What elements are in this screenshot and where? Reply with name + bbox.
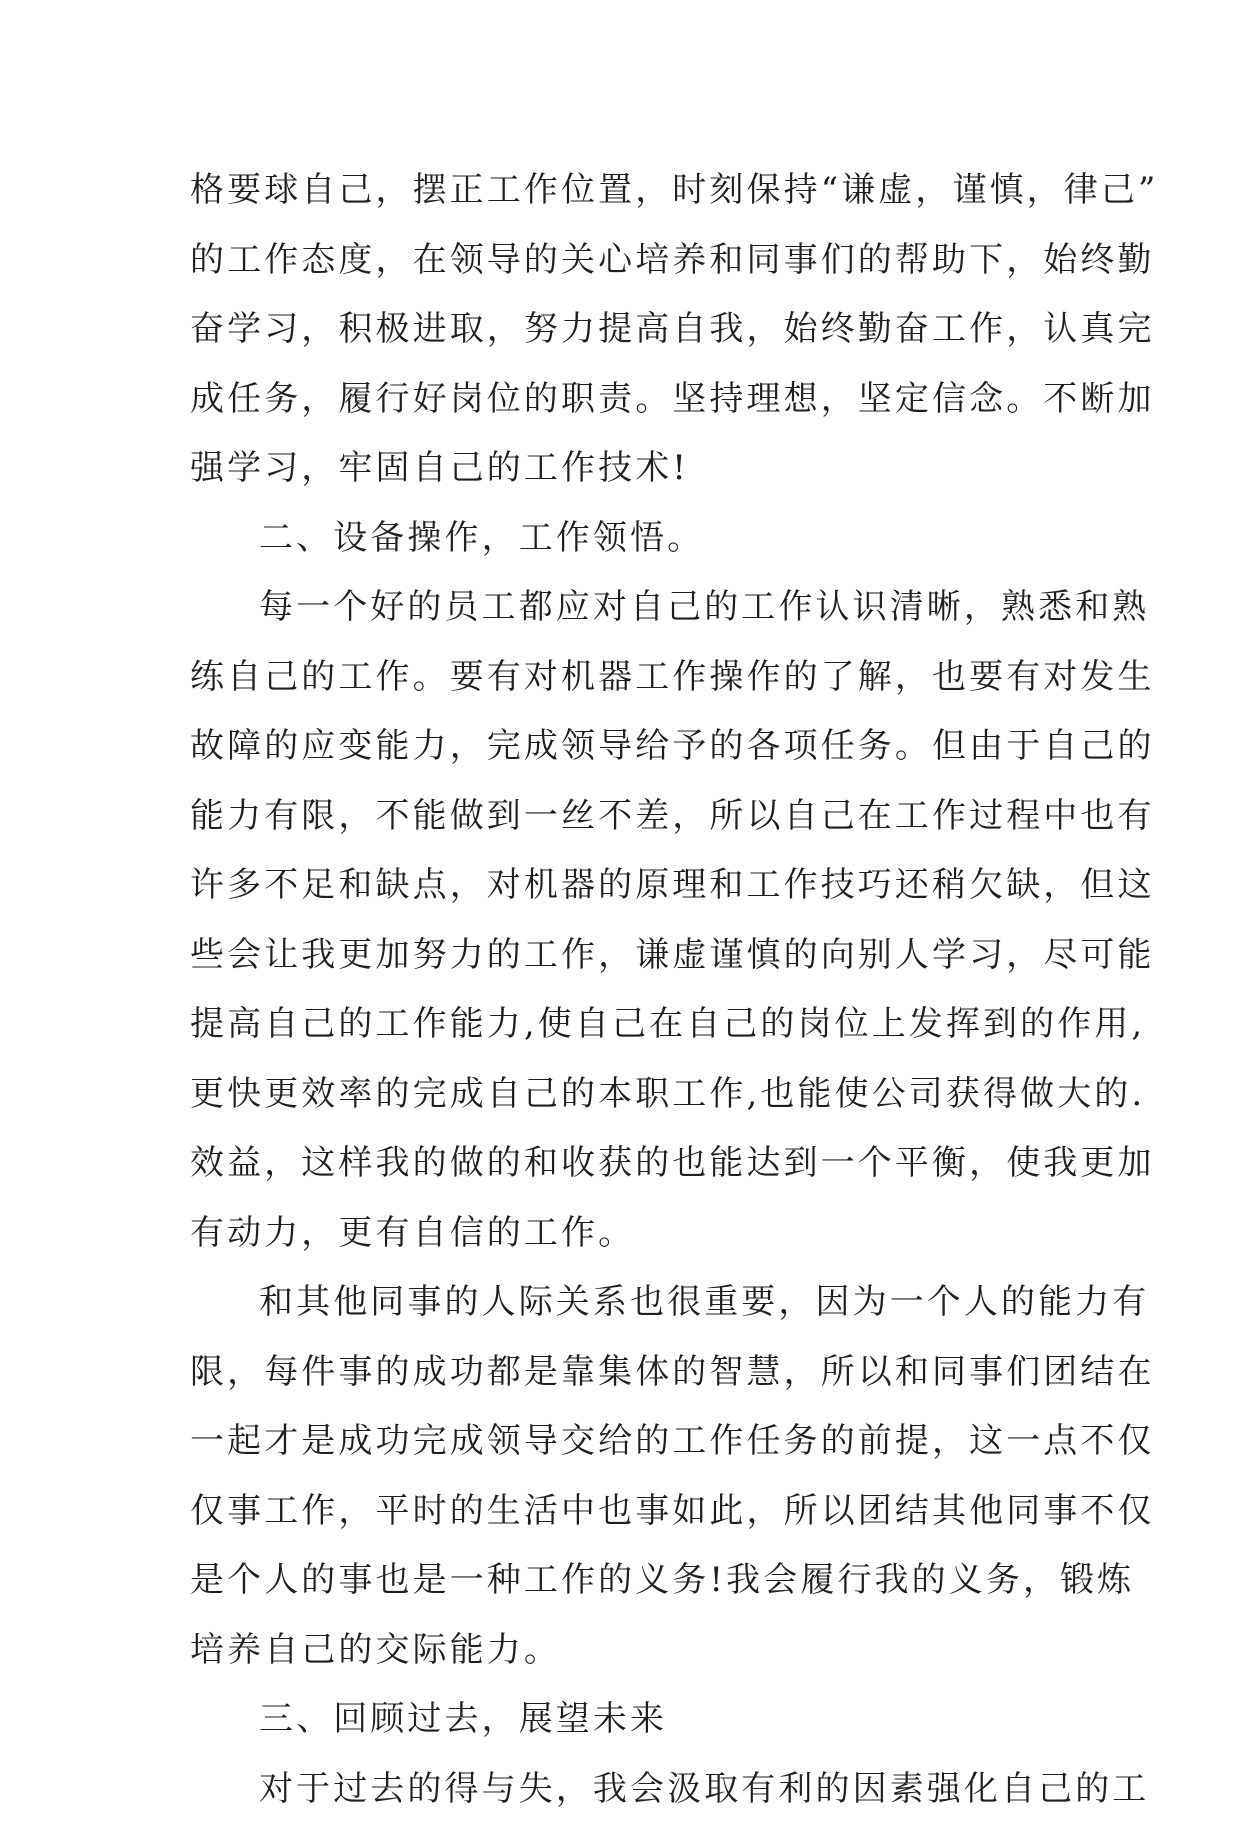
text-line: 是个人的事也是一种工作的义务!我会履行我的义务，锻炼 xyxy=(190,1546,1060,1616)
text-line: 强学习，牢固自己的工作技术! xyxy=(190,434,1060,504)
text-line: 的工作态度，在领导的关心培养和同事们的帮助下，始终勤 xyxy=(190,226,1060,296)
text-line: 提高自己的工作能力,使自己在自己的岗位上发挥到的作用, xyxy=(190,990,1060,1060)
text-line: 能力有限，不能做到一丝不差，所以自己在工作过程中也有 xyxy=(190,782,1060,852)
section-heading: 二、设备操作，工作领悟。 xyxy=(190,504,1060,574)
paragraph-first-line: 对于过去的得与失，我会汲取有利的因素强化自己的工 xyxy=(190,1755,1060,1824)
text-line: 仅事工作，平时的生活中也事如此，所以团结其他同事不仅 xyxy=(190,1477,1060,1547)
text-line: 效益，这样我的做的和收获的也能达到一个平衡，使我更加 xyxy=(190,1129,1060,1199)
text-line: 有动力，更有自信的工作。 xyxy=(190,1199,1060,1269)
text-line: 些会让我更加努力的工作，谦虚谨慎的向别人学习，尽可能 xyxy=(190,921,1060,991)
text-line: 故障的应变能力，完成领导给予的各项任务。但由于自己的 xyxy=(190,712,1060,782)
text-line: 格要球自己，摆正工作位置，时刻保持“谦虚，谨慎，律己” xyxy=(190,156,1060,226)
section-heading: 三、回顾过去，展望未来 xyxy=(190,1685,1060,1755)
text-line: 许多不足和缺点，对机器的原理和工作技巧还稍欠缺，但这 xyxy=(190,851,1060,921)
text-line: 一起才是成功完成领导交给的工作任务的前提，这一点不仅 xyxy=(190,1407,1060,1477)
paragraph-first-line: 和其他同事的人际关系也很重要，因为一个人的能力有 xyxy=(190,1268,1060,1338)
text-line: 限，每件事的成功都是靠集体的智慧，所以和同事们团结在 xyxy=(190,1338,1060,1408)
text-line: 培养自己的交际能力。 xyxy=(190,1616,1060,1686)
text-line: 奋学习，积极进取，努力提高自我，始终勤奋工作，认真完 xyxy=(190,295,1060,365)
text-line: 练自己的工作。要有对机器工作操作的了解，也要有对发生 xyxy=(190,643,1060,713)
text-line: 更快更效率的完成自己的本职工作,也能使公司获得做大的. xyxy=(190,1060,1060,1130)
text-line: 成任务，履行好岗位的职责。坚持理想，坚定信念。不断加 xyxy=(190,365,1060,435)
paragraph-first-line: 每一个好的员工都应对自己的工作认识清晰，熟悉和熟 xyxy=(190,573,1060,643)
document-body xyxy=(190,156,1060,1824)
